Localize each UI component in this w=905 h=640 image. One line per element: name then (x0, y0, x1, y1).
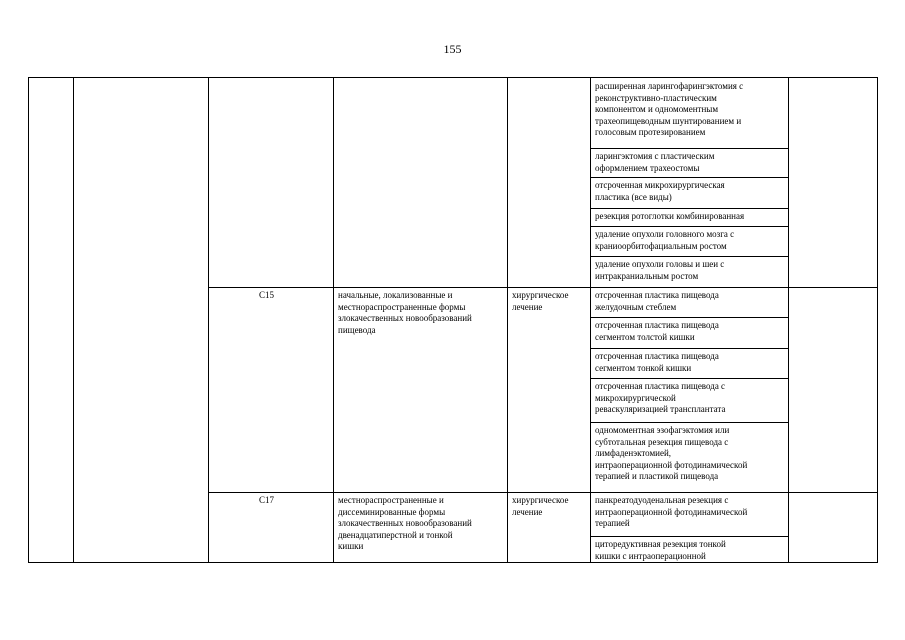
column-divider (788, 78, 789, 562)
diagnosis-description: начальные, локализованные и местнораспространенные формы злокачественных новообразований пищевода (338, 290, 472, 335)
column-divider (333, 78, 334, 562)
method-cell: отсроченная пластика пищевода сегментом тонкой кишки (595, 351, 719, 373)
method-cell: панкреатодуоденальная резекция с интраоперационной фотодинамической терапией (595, 495, 748, 528)
group-divider (208, 287, 878, 288)
method-cell: циторедуктивная резекция тонкой кишки с интраоперационной (595, 539, 726, 561)
row-divider (590, 208, 788, 209)
method-cell: одномоментная эзофагэктомия или субтотальная резекция пищевода с лимфаденэктомией, интраоперационной фотодинамической терапией и пластикой пищевода (595, 425, 748, 481)
method-cell: отсроченная пластика пищевода желудочным стеблем (595, 290, 719, 312)
method-cell: отсроченная пластика пищевода с микрохирургической реваскуляризацией трансплантата (595, 381, 726, 414)
column-divider (208, 78, 209, 562)
row-divider (590, 317, 788, 318)
column-divider (507, 78, 508, 562)
row-divider (590, 378, 788, 379)
method-cell: ларингэктомия с пластическим оформлением трахеостомы (595, 151, 715, 173)
method-cell: расширенная ларингофарингэктомия с реконструктивно-пластическим компонентом и одномоментным трахеопищеводным шунтированием и голосовым протезированием (595, 81, 744, 137)
treatment-table (28, 77, 878, 563)
row-divider (590, 226, 788, 227)
row-divider (590, 536, 788, 537)
row-divider (590, 256, 788, 257)
diagnosis-description: местнораспространенные и диссеминированные формы злокачественных новообразований двенадцатиперстной и тонкой кишки (338, 495, 472, 551)
treatment-type: хирургическое лечение (512, 290, 569, 312)
method-cell: удаление опухоли головы и шеи с интракраниальным ростом (595, 259, 725, 281)
diagnosis-code: C15 (259, 290, 275, 300)
method-cell: отсроченная микрохирургическая пластика (все виды) (595, 180, 725, 202)
column-divider (73, 78, 74, 562)
row-divider (590, 348, 788, 349)
column-divider (590, 78, 591, 562)
group-divider (208, 492, 878, 493)
row-divider (590, 177, 788, 178)
method-cell: удаление опухоли головного мозга с краниоорбитофациальным ростом (595, 229, 735, 251)
page-number: 155 (443, 42, 462, 56)
row-divider (590, 422, 788, 423)
row-divider (590, 148, 788, 149)
method-cell: отсроченная пластика пищевода сегментом толстой кишки (595, 320, 719, 342)
diagnosis-code: C17 (259, 495, 275, 505)
treatment-type: хирургическое лечение (512, 495, 569, 517)
method-cell: резекция ротоглотки комбинированная (595, 211, 745, 221)
